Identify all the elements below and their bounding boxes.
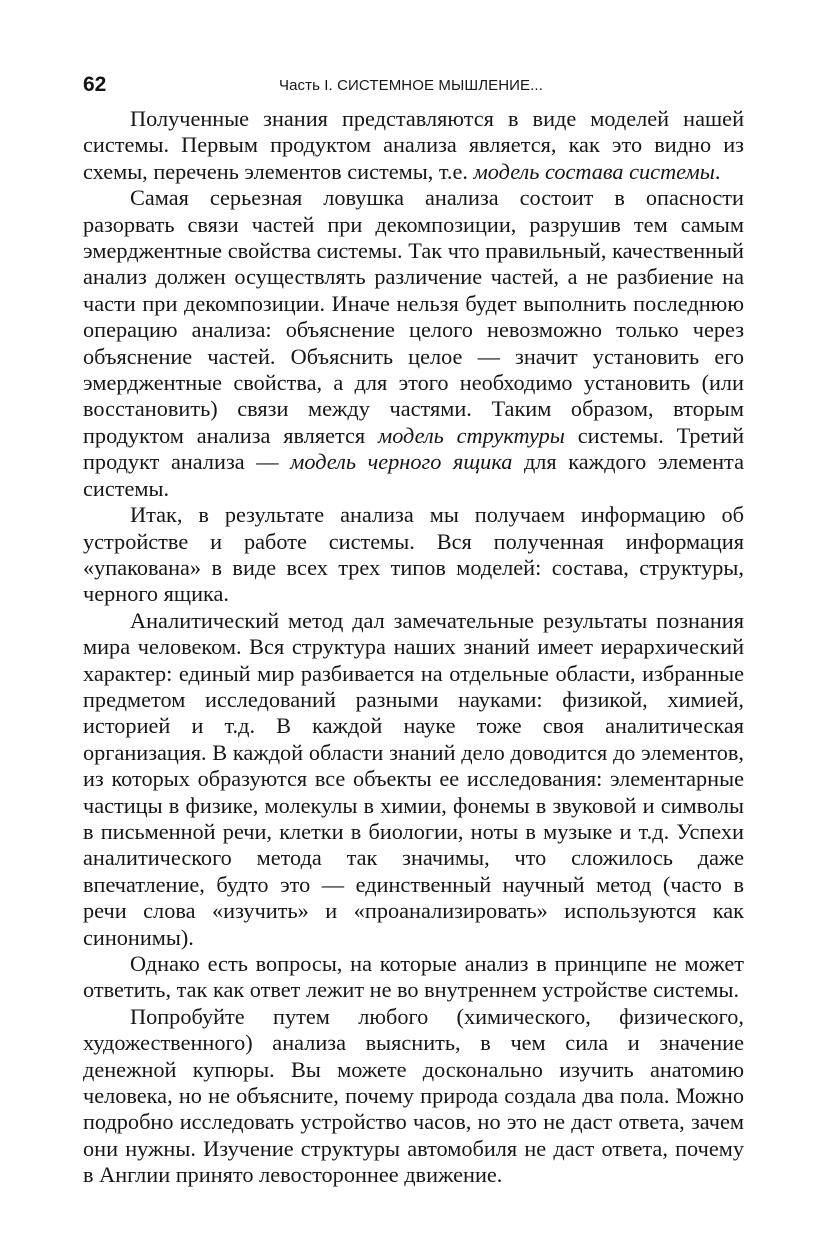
paragraph-4 xyxy=(83,608,744,951)
page-number: 62 xyxy=(83,73,107,96)
body-text xyxy=(83,106,744,1189)
paragraph-2 xyxy=(83,185,744,502)
text-run: Однако есть вопросы, на которые анализ в принципе не может ответить, так как ответ лежит не во внутреннем устройстве системы. xyxy=(83,951,744,1003)
paragraph-6 xyxy=(83,1004,744,1189)
text-run: для каждого элемента системы. xyxy=(83,449,744,501)
paragraph-1 xyxy=(83,106,744,185)
text-run: Аналитический метод дал замечательные результаты познания мира человеком. Вся структура наших знаний имеет иерархический характер: единый мир разбивается на отдельные области, избранные предметом исследований разными науками: физикой, химией, историей и т.д. В каждой науке тоже своя аналитическая организация. В каждой области знаний дело доводится до элементов, из которых образуются все объекты ее исследования: элементарные частицы в физике, молекулы в химии, фонемы в звуковой и символы в письменной речи, клетки в биологии, ноты в музыке и т.д. Успехи аналитического метода так значимы, что сложилось даже впечатление, будто это — единственный научный метод (часто в речи слова «изучить» и «проанализировать» используются как синонимы). xyxy=(83,607,744,950)
text-run: Самая серьезная ловушка анализа состоит в опасности разорвать связи частей при декомпозиции, разрушив тем самым эмерджентные свойства системы. Так что правильный, качественный анализ должен осуществлять различение частей, а не разбиение на части при декомпозиции. Иначе нельзя будет выполнить последнюю операцию анализа: объяснение целого невозможно только через объяснение частей. Объяснить целое — значит установить его эмерджентные свойства, а для этого необходимо установить (или восстановить) связи между частями. Таким образом, вторым продуктом анализа является xyxy=(83,185,744,448)
text-run: Попробуйте путем любого (химического, физического, художественного) анализа выяснить, в чем сила и значение денежной купюры. Вы можете досконально изучить анатомию человека, но не объясните, почему природа создала два пола. Можно подробно исследовать устройство часов, но это не даст ответа, зачем они нужны. Изучение структуры автомобиля не даст ответа, почему в Англии принято левостороннее движение. xyxy=(83,1003,744,1188)
italic-term: модель черного ящика xyxy=(290,449,513,475)
running-head xyxy=(83,72,745,100)
chapter-title: Часть I. СИСТЕМНОЕ МЫШЛЕНИЕ... xyxy=(279,77,543,94)
text-run: системы. Третий продукт анализа — xyxy=(83,422,745,475)
italic-term: модель структуры xyxy=(377,422,565,448)
text-run: . xyxy=(714,158,721,184)
text-run: Итак, в результате анализа мы получаем информацию об устройстве и работе системы. Вся полученная информация «упакована» в виде всех трех типов моделей: состава, структуры, черного ящика. xyxy=(83,502,744,607)
paragraph-3 xyxy=(83,502,744,608)
text-run: Полученные знания представляются в виде моделей нашей системы. Первым продуктом анализа является, как это видно из схемы, перечень элементов системы, т.е. xyxy=(83,106,744,184)
paragraph-5 xyxy=(83,951,744,1004)
italic-term: модель состава системы xyxy=(473,158,715,184)
